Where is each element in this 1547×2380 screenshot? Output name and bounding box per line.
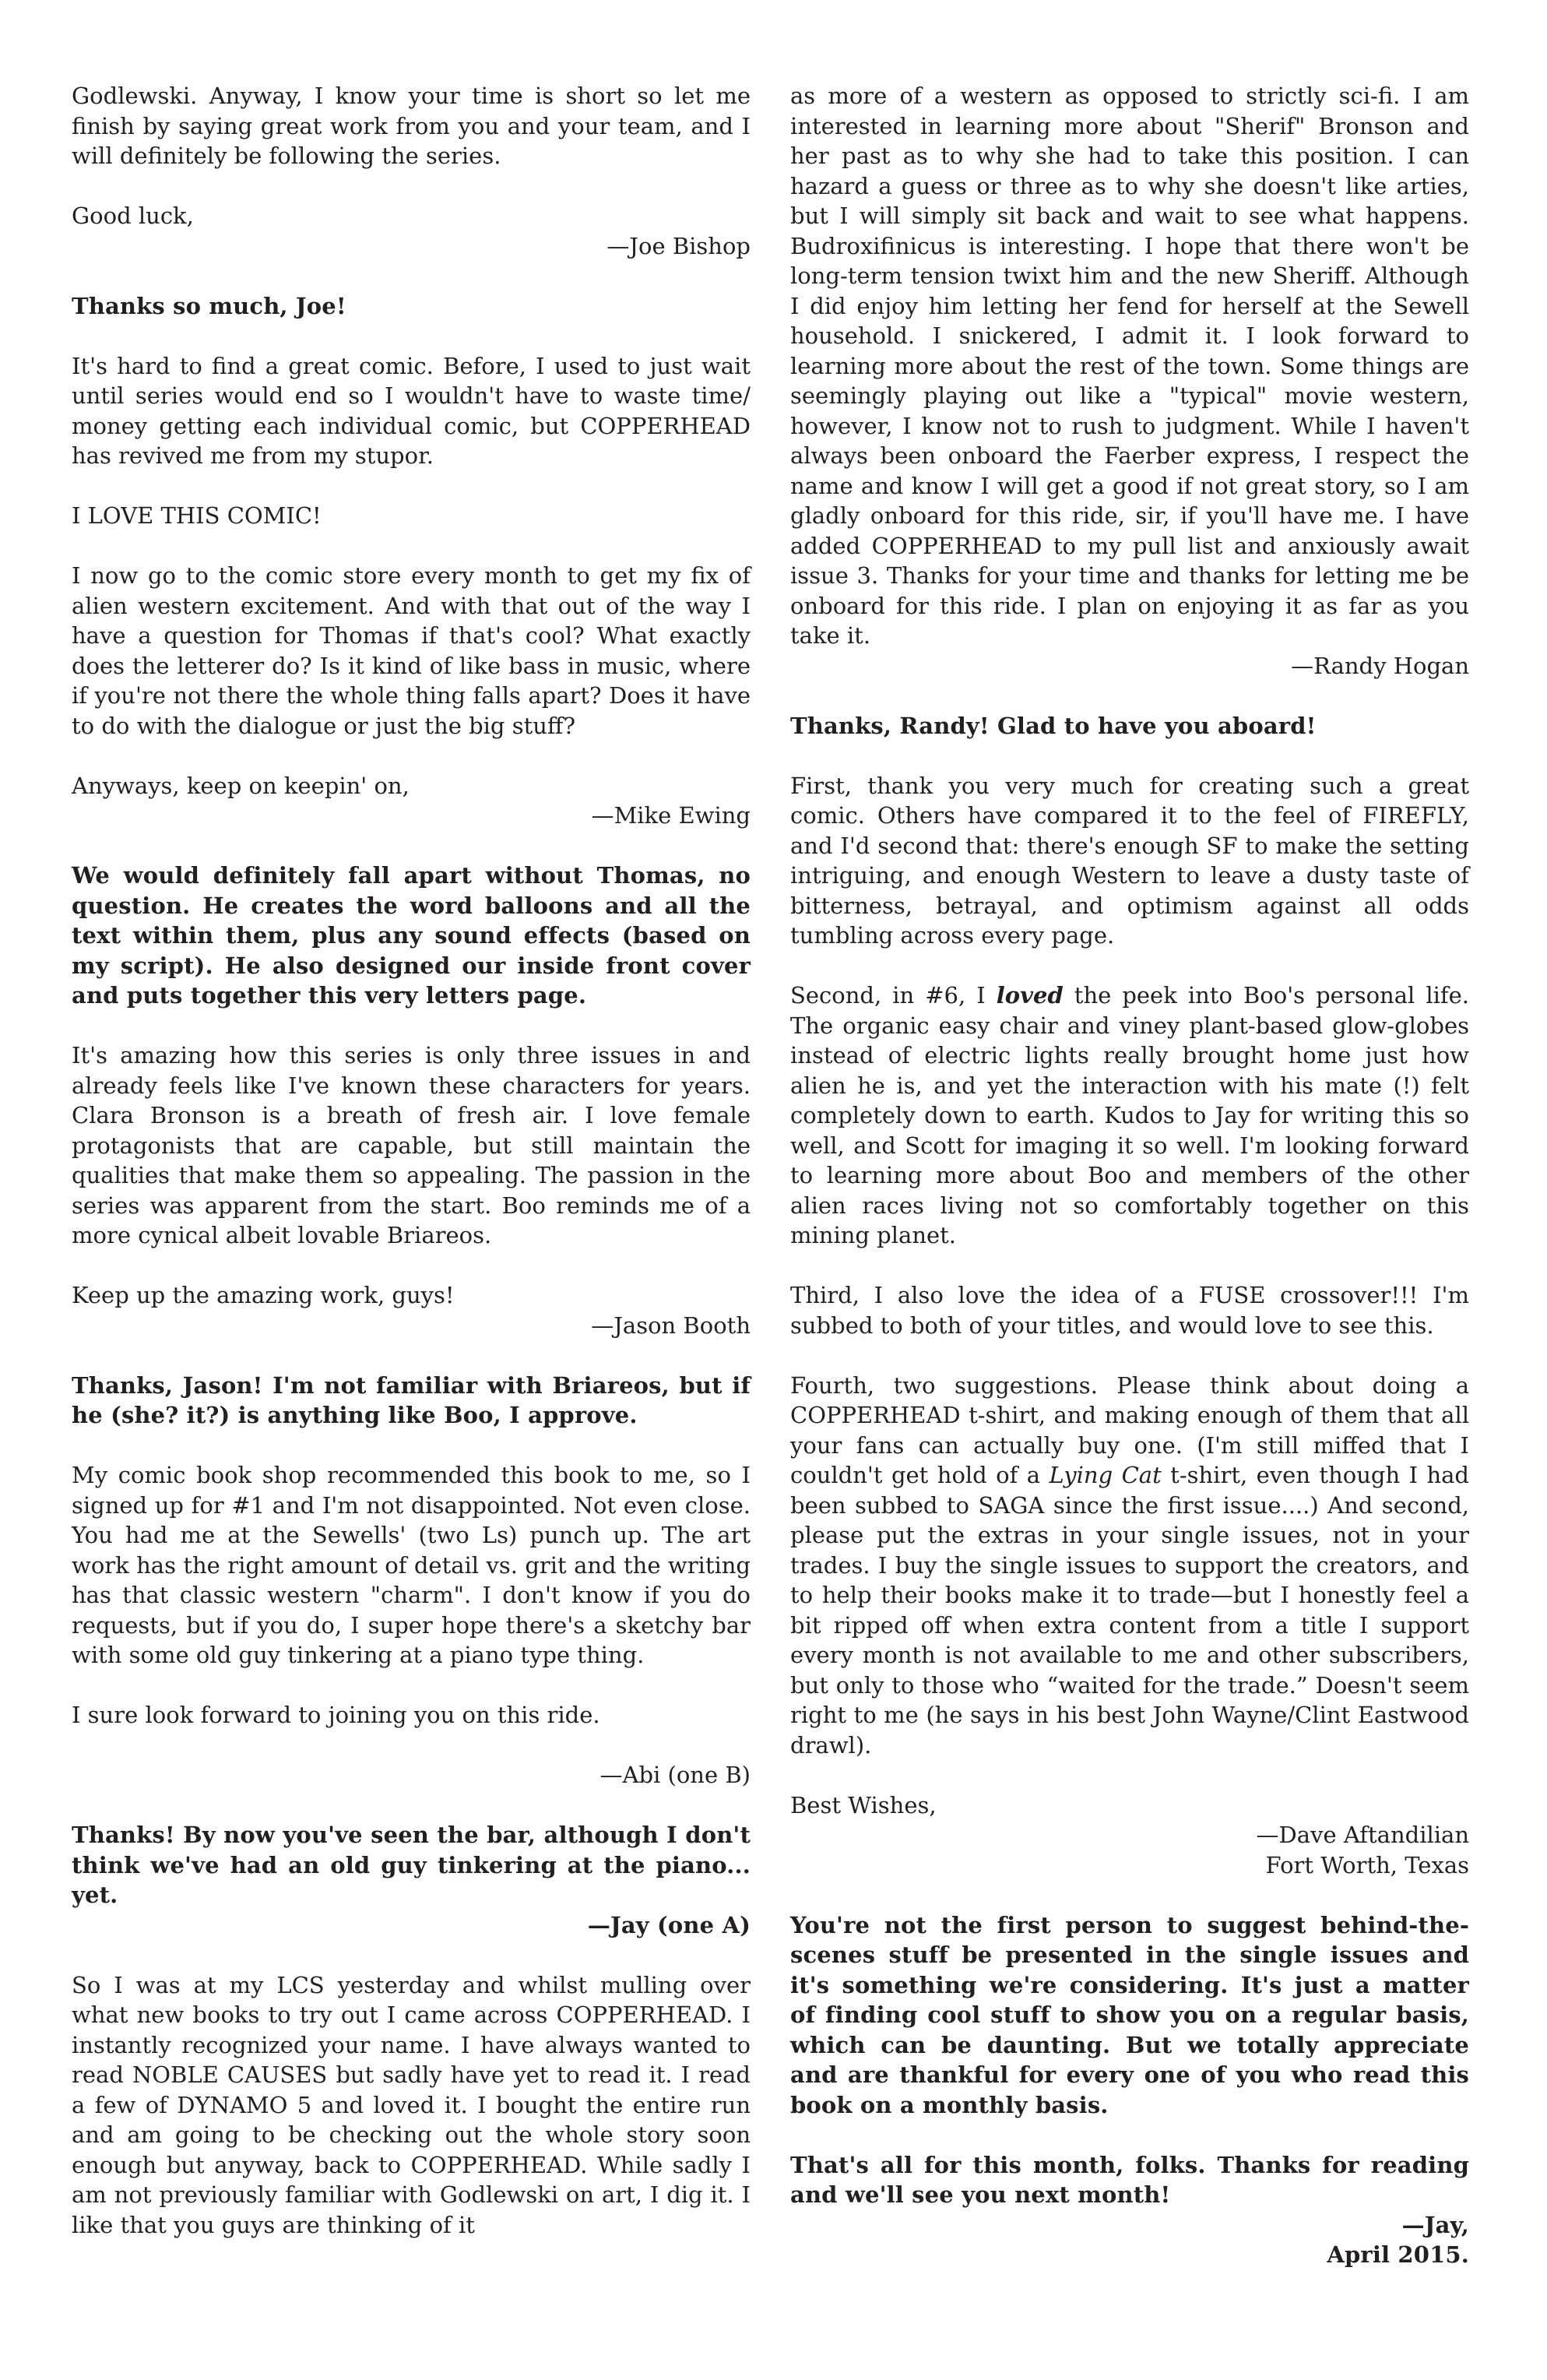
- letter-text: Third, I also love the idea of a FUSE crossover!!! I'm subbed to both of your titles, and would love to see this.: [790, 1282, 1469, 1339]
- letter-text: First, thank you very much for creating such a great comic. Others have compared it to the feel of FIREFLY, and I'd second that: there's enough SF to make the setting intriguing, and enough Western to leave a dusty taste of bitterness, betrayal, and optimism against all odds tumbling across every page.: [790, 772, 1469, 949]
- letter-text: Godlewski. Anyway, I know your time is short so let me finish by saying great work from you and your team, and I will definitely be following the series.: [72, 83, 751, 169]
- editor-date: April 2015.: [1327, 2241, 1469, 2268]
- letter-text: My comic book shop recommended this book to me, so I signed up for #1 and I'm not disappointed. Not even close. You had me at the Sewells' (two Ls) punch up. The art work has the right amount of detail vs. grit and the writing has that classic western "charm". I don't know if you do requests, but if you do, I super hope there's a sketchy bar with some old guy tinkering at a piano type thing.: [72, 1462, 751, 1668]
- editor-signature: —Jay (one A): [587, 1911, 751, 1938]
- letter-closing: Keep up the amazing work, guys!: [72, 1282, 455, 1308]
- editor-response: Thanks so much, Joe!: [72, 292, 346, 319]
- letter-text: So I was at my LCS yesterday and whilst mulling over what new books to try out I came across COPPERHEAD. I instantly recognized your name. I have always wanted to read NOBLE CAUSES but sadly have yet to read it. I read a few of DYNAMO 5 and loved it. I bought the entire run and am going to be checking out the whole story soon enough but anyway, back to COPPERHEAD. While sadly I am not previously familiar with Godlewski on art, I dig it. I like that you guys are thinking of it: [72, 1971, 751, 2238]
- letter-signature: —Dave Aftandilian: [1256, 1822, 1469, 1848]
- letter-text: It's hard to find a great comic. Before, I used to just wait until series would end so I wouldn't have to waste time/ money getting each individual comic, but COPPERHEAD has revived me from my stupor.: [72, 352, 751, 469]
- letter-text-part: the peek into Boo's personal life. The organic easy chair and viney plant-based glow-globes instead of electric lights really brought home just how alien he is, and yet the interaction with his mate (!) felt completely down to earth. Kudos to Jay for writing this so well, and Scott for imaging it so well. I'm looking forward to learning more about Boo and members of the other alien races living not so comfortably together on this mining planet.: [790, 982, 1469, 1248]
- letter-signature: —Joe Bishop: [606, 232, 751, 259]
- right-column: [790, 81, 1469, 2270]
- letter-text: [790, 1371, 1469, 1761]
- left-column: [72, 81, 751, 2240]
- editor-response: Thanks, Jason! I'm not familiar with Briareos, but if he (she? it?) is anything like Boo, I approve.: [72, 1371, 751, 1428]
- letter-closing: Anyways, keep on keepin' on,: [72, 772, 410, 799]
- letter-location: Fort Worth, Texas: [1265, 1851, 1469, 1878]
- letter-text: I sure look forward to joining you on this ride.: [72, 1702, 600, 1728]
- letter-text: [790, 981, 1469, 1251]
- letter-closing: Best Wishes,: [790, 1791, 937, 1818]
- letter-closing: Good luck,: [72, 202, 194, 229]
- emphasis-text: loved: [996, 982, 1064, 1009]
- letter-signature: —Randy Hogan: [1291, 652, 1469, 679]
- editor-response: We would definitely fall apart without Thomas, no question. He creates the word balloons and all the text within them, plus any sound effects (based on my script). He also designed our inside front cover and puts together this very letters page.: [72, 862, 751, 1009]
- editor-response: Thanks! By now you've seen the bar, although I don't think we've had an old guy tinkering at the piano... yet.: [72, 1822, 751, 1908]
- letter-signature: —Jason Booth: [591, 1311, 751, 1339]
- letter-text: I now go to the comic store every month to get my fix of alien western excitement. And with that out of the way I have a question for Thomas if that's cool? What exactly does the letterer do? Is it kind of like bass in music, where if you're not there the whole thing falls apart? Does it have to do with the dialogue or just the big stuff?: [72, 562, 751, 739]
- letter-text-part: Second, in #6, I: [790, 982, 997, 1009]
- editor-sign-off: That's all for this month, folks. Thanks for reading and we'll see you next month!: [790, 2151, 1469, 2208]
- editor-signature: —Jay,: [1401, 2211, 1469, 2238]
- letter-text: It's amazing how this series is only three issues in and already feels like I've known these characters for years. Clara Bronson is a breath of fresh air. I love female protagonists that are capable, but still maintain the qualities that make them so appealing. The passion in the series was apparent from the start. Boo reminds me of a more cynical albeit lovable Briareos.: [72, 1042, 751, 1248]
- letter-text-part: t-shirt, even though I had been subbed to SAGA since the first issue....) And second, please put the extras in your single issues, not in your trades. I buy the single issues to support the creators, and to help their books make it to trade—but I honestly feel a bit ripped off when extra content from a title I support every month is not available to me and other subscribers, but only to those who “waited for the trade.” Doesn't seem right to me (he says in his best John Wayne/Clint Eastwood drawl).: [790, 1462, 1469, 1759]
- letter-text: as more of a western as opposed to strictly sci-fi. I am interested in learning more about "Sherif" Bronson and her past as to why she had to take this position. I can hazard a guess or three as to why she doesn't like arties, but I will simply sit back and wait to see what happens. Budroxifinicus is interesting. I hope that there won't be long-term tension twixt him and the new Sheriff. Although I did enjoy him letting her fend for herself at the Sewell household. I snickered, I admit it. I look forward to learning more about the rest of the town. Some things are seemingly playing out like a "typical" movie western, however, I know not to rush to judgment. While I haven't always been onboard the Faerber express, I respect the name and know I will get a good if not great story, so I am gladly onboard for this ride, sir, if you'll have me. I have added COPPERHEAD to my pull list and anxiously await issue 3. Thanks for your time and thanks for letting me be onboard for this ride. I plan on enjoying it as far as you take it.: [790, 83, 1469, 649]
- emphasis-text: Lying Cat: [1049, 1462, 1162, 1488]
- letter-signature: —Mike Ewing: [591, 802, 751, 829]
- editor-response: Thanks, Randy! Glad to have you aboard!: [790, 712, 1317, 739]
- editor-response: You're not the first person to suggest behind-the-scenes stuff be presented in the single issues and it's something we're considering. It's just a matter of finding cool stuff to show you on a regular basis, which can be daunting. But we totally appreciate and are thankful for every one of you who read this book on a monthly basis.: [790, 1911, 1469, 2118]
- letter-signature: —Abi (one B): [599, 1762, 751, 1788]
- letter-text: I LOVE THIS COMIC!: [72, 502, 322, 529]
- letter-text-part: Fourth, two suggestions. Please think about doing a COPPERHEAD t-shirt, and making enough of them that all your fans can actually buy one. (I'm still miffed that I couldn't get hold of a: [790, 1371, 1469, 1488]
